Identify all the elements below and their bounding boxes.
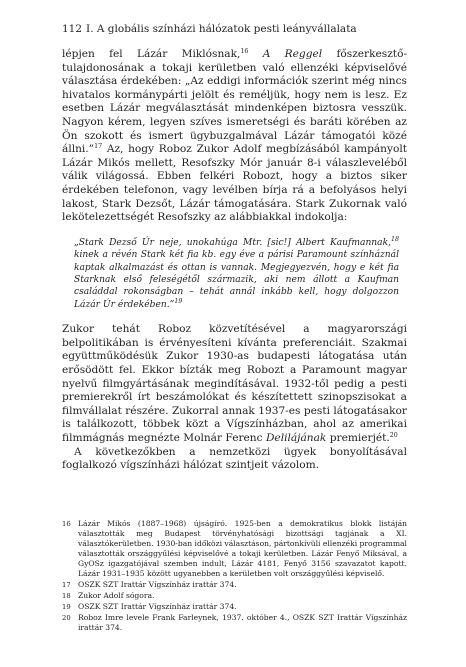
footnote-ref-20: 20: [389, 431, 398, 439]
paragraph-1: [62, 48, 407, 225]
footnote-text: Roboz Imre levele Frank Farleynek, 1937. október 4., OSZK SZT Irattár Vígszínház irattár 374.: [78, 613, 407, 632]
footnote-ref-17: 17: [94, 143, 103, 151]
running-title: I. A globális színházi hálózatok pesti leányvállalata: [86, 23, 357, 35]
paragraph-2-text-c: premierjét.: [329, 431, 390, 444]
footnote-text: Lázár Mikós (1887–1968) újságíró. 1925-ben a demokratikus blokk listáján választották meg Budapest törvényhatósági bizottsági tagjának a XI. választókerületben. 1930-ban időközi választáson, pártonkívüli ellenzéki programmal választották országgyűlési képviselővé a tokaji kerületben. Lázár Fenyő Miksával, a GyOSz igazgatójával szemben indult, Lázár 4181, Fenyő 3156 szavazatot kapott. Lázár 1931–1935 között ugyanebben a kerületben volt országgyűlési képviselő.: [78, 519, 407, 578]
paragraph-1-text-c: főszerkesztő-tulajdonosának a tokaji kerületben való ellenzéki képviselővé választása érdekében: „Az eddigi információk szerint még nincs hivatalos kormánypárti jelölt és reméljük, hogy nem is lesz. Ez esetben Lázár megválasztását mindenképen biztosra vesszük. Nagyon kérem, legyen szíves ismeretségi és baráti körében az Ön szokott és ismert ügybuzgalmával Lázár támogatói közé állni.”: [62, 48, 408, 156]
footnote-number: 20: [62, 614, 71, 622]
body-text: [62, 48, 407, 473]
paragraph-3: A következőkben a nemzetközi ügyek bonyolításával foglalkozó vígszínházi hálózat szintjeit vázolom.: [62, 445, 407, 472]
paragraph-2-text-a: Zukor tehát Roboz közvetítésével a magyarországi belpolitikában is érvényesíteni kívánta preferenciáit. Szakmai együttműködésük Zukor 1930-as budapesti látogatása után erősödött fel. Ekkor bízták meg Robozt a Paramount magyar nyelvű filmgyártásának megindításával. 1932-től pedig a pesti premierekről írt beszámolókat és készítettett szinopszisokat a filmvállalat részére. Zukorral annak 1937-es pesti látogatásakor is találkozott, többek közt a Vígszínházban, ahol az amerikai filmmágnás megnézte Molnár Ferenc: [62, 323, 407, 444]
footnote-ref-19: 19: [174, 297, 183, 305]
footnote: [62, 580, 407, 590]
running-header: [62, 22, 422, 36]
footnotes: [62, 519, 407, 634]
quote-text-a: „Stark Dezső Úr neje, unokahúga Mtr. [sic!] Albert Kaufmannak,: [74, 237, 391, 248]
quote-text-b: kinek a révén Stark két fia kb. egy éve a párisi Paramount színháznál kaptak alkalmazást és ottan is vannak. Megjegyezvén, hogy e két fia Starknak első feleségétől származik, aki nem állott a Kaufman családdal rokonságban – tehát annál inkább kell, hogy dolgozzon Lázár Úr érdekében.”: [74, 250, 399, 310]
footnote-text: OSZK SZT Irattár Vígszínház irattár 374.: [78, 602, 237, 611]
paragraph-1-text-d: Az, hogy Roboz Zukor Adolf megbízásából kampányolt Lázár Mikós mellett, Resofszky Mór január 8-i válaszleveléből válik világossá. Ebben felkéri Robozt, hogy a biztos siker érdekében telefonon, vagy levélben bírja rá a befolyásos helyi lakost, Stark Dezsőt, Lázár támogatására. Stark Zukornak való lekötelezettségét Resofszky az alábbiakkal indokolja:: [62, 143, 407, 224]
footnote-ref-18: 18: [390, 235, 399, 243]
footnote-number: 19: [62, 603, 71, 611]
footnote: [62, 519, 407, 579]
footnote-ref-16: 16: [240, 48, 249, 55]
footnote: [62, 613, 407, 633]
footnote-text: OSZK SZT Irattár Vígszínház irattár 374.: [78, 580, 237, 589]
block-quote: [74, 237, 399, 311]
paragraph-2: [62, 323, 407, 445]
footnote-text: Zukor Adolf sógora.: [78, 591, 155, 600]
paragraph-1-text-a: lépjen fel Lázár Miklósnak,: [62, 48, 241, 60]
newspaper-title: A Reggel: [262, 48, 323, 60]
play-title: Delilájának: [265, 431, 327, 444]
page-number: 112: [62, 23, 83, 35]
footnote-number: 16: [62, 520, 71, 528]
footnote-number: 17: [62, 581, 71, 589]
footnote: [62, 602, 407, 612]
footnote: [62, 591, 407, 601]
footnote-number: 18: [62, 592, 71, 600]
